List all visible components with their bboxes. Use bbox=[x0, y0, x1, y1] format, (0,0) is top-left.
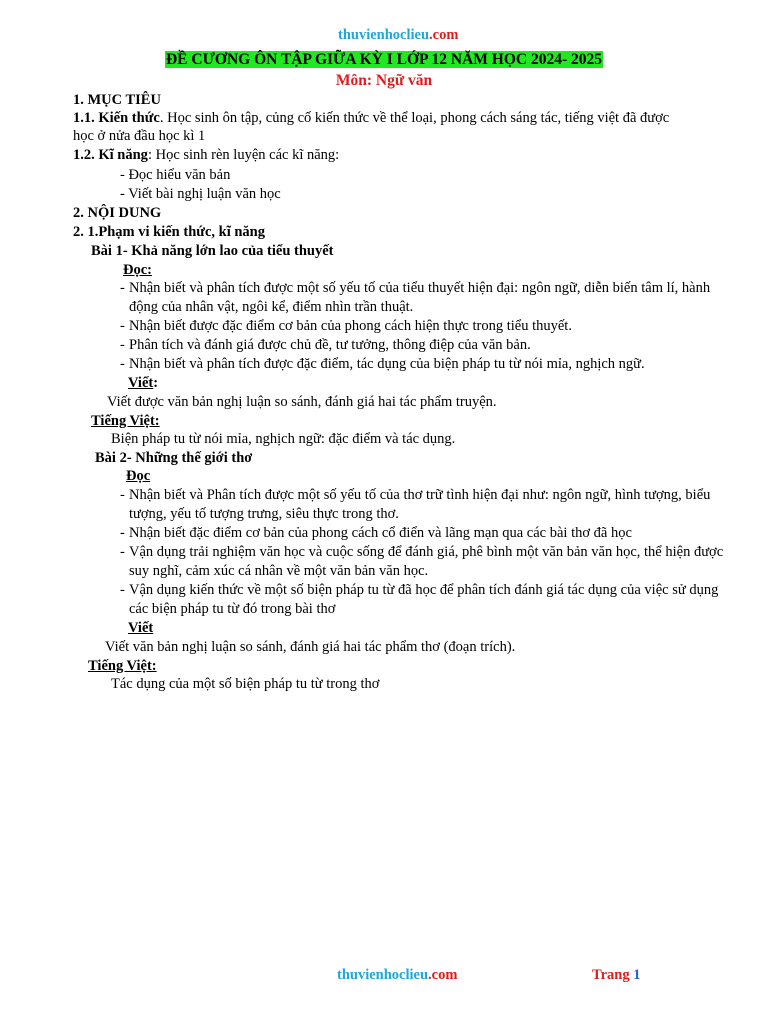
page-number: Trang 1 bbox=[592, 967, 641, 983]
list-item: - Vận dụng kiến thức về một số biện pháp tu từ đã học để phân tích đánh giá tác dụng của việc sử dụng các biện pháp tu từ đó trong bài thơ bbox=[120, 582, 719, 617]
skill-item: - Viết bài nghị luận văn học bbox=[120, 186, 281, 202]
document-subject: Môn: Ngữ văn bbox=[335, 72, 433, 89]
section-1-heading: 1. MỤC TIÊU bbox=[73, 92, 161, 108]
lesson-2-vietnamese-label: Tiếng Việt: bbox=[88, 658, 157, 674]
list-item: - Nhận biết và phân tích được một số yếu tố của tiểu thuyết hiện đại: ngôn ngữ, diễn biến tâm lí, hành động của nhân vật, ngôi kể, điểm nhìn trần thuật. bbox=[120, 280, 711, 315]
lesson-2-title: Bài 2- Những thế giới thơ bbox=[95, 450, 253, 466]
list-item: - Nhận biết đặc điểm cơ bản của phong cách cổ điển và lãng mạn qua các bài thơ đã học bbox=[120, 525, 632, 541]
list-item: - Nhận biết được đặc điểm cơ bản của phong cách hiện thực trong tiểu thuyết. bbox=[120, 318, 572, 334]
header-brand[interactable]: thuvienhoclieu.com bbox=[338, 27, 459, 43]
lesson-2-writing-text: Viết văn bản nghị luận so sánh, đánh giá hai tác phẩm thơ (đoạn trích). bbox=[105, 639, 516, 655]
lesson-1-reading-label: Đọc: bbox=[123, 262, 152, 278]
footer-brand[interactable]: thuvienhoclieu.com bbox=[337, 967, 458, 983]
knowledge-line-2: học ở nửa đầu học kì 1 bbox=[73, 128, 206, 144]
list-item: - Nhận biết và Phân tích được một số yếu tố của thơ trữ tình hiện đại như: ngôn ngữ, hình tượng, biểu tượng, yếu tố tượng trưng, siêu thực trong thơ. bbox=[120, 487, 711, 522]
lesson-1-title: Bài 1- Khả năng lớn lao của tiểu thuyết bbox=[91, 243, 334, 259]
lesson-1-writing-text: Viết được văn bản nghị luận so sánh, đánh giá hai tác phẩm truyện. bbox=[107, 394, 497, 410]
list-item: - Phân tích và đánh giá được chủ đề, tư tưởng, thông điệp của văn bản. bbox=[120, 337, 531, 353]
list-item: - Nhận biết và phân tích được đặc điểm, tác dụng của biện pháp tu từ nói mỉa, nghịch ngữ. bbox=[120, 356, 645, 372]
knowledge-line: 1.1. Kiến thức. Học sinh ôn tập, củng cố kiến thức về thể loại, phong cách sáng tác, tiếng việt đã được bbox=[73, 110, 670, 126]
document-title: ĐỀ CƯƠNG ÔN TẬP GIỮA KỲ I LỚP 12 NĂM HỌC 2024- 2025 bbox=[165, 51, 603, 68]
lesson-2-vietnamese-text: Tác dụng của một số biện pháp tu từ trong thơ bbox=[111, 676, 380, 692]
list-item: - Vận dụng trải nghiệm văn học và cuộc sống để đánh giá, phê bình một văn bản văn học, thể hiện được suy nghĩ, cảm xúc cá nhân về một văn bản văn học. bbox=[120, 544, 724, 579]
skills-line: 1.2. Kĩ năng: Học sinh rèn luyện các kĩ năng: bbox=[73, 147, 340, 163]
section-2-heading: 2. NỘI DUNG bbox=[73, 205, 162, 221]
lesson-1-vietnamese-text: Biện pháp tu từ nói mỉa, nghịch ngữ: đặc điểm và tác dụng. bbox=[111, 431, 456, 447]
lesson-1-writing-label: Viết: bbox=[128, 375, 159, 391]
lesson-2-writing-label: Viết bbox=[128, 620, 154, 636]
lesson-2-reading-label: Đọc bbox=[126, 468, 151, 484]
section-2-1-heading: 2. 1.Phạm vi kiến thức, kĩ năng bbox=[73, 224, 265, 240]
skill-item: - Đọc hiểu văn bản bbox=[120, 167, 231, 183]
lesson-1-vietnamese-label: Tiếng Việt: bbox=[91, 413, 160, 429]
